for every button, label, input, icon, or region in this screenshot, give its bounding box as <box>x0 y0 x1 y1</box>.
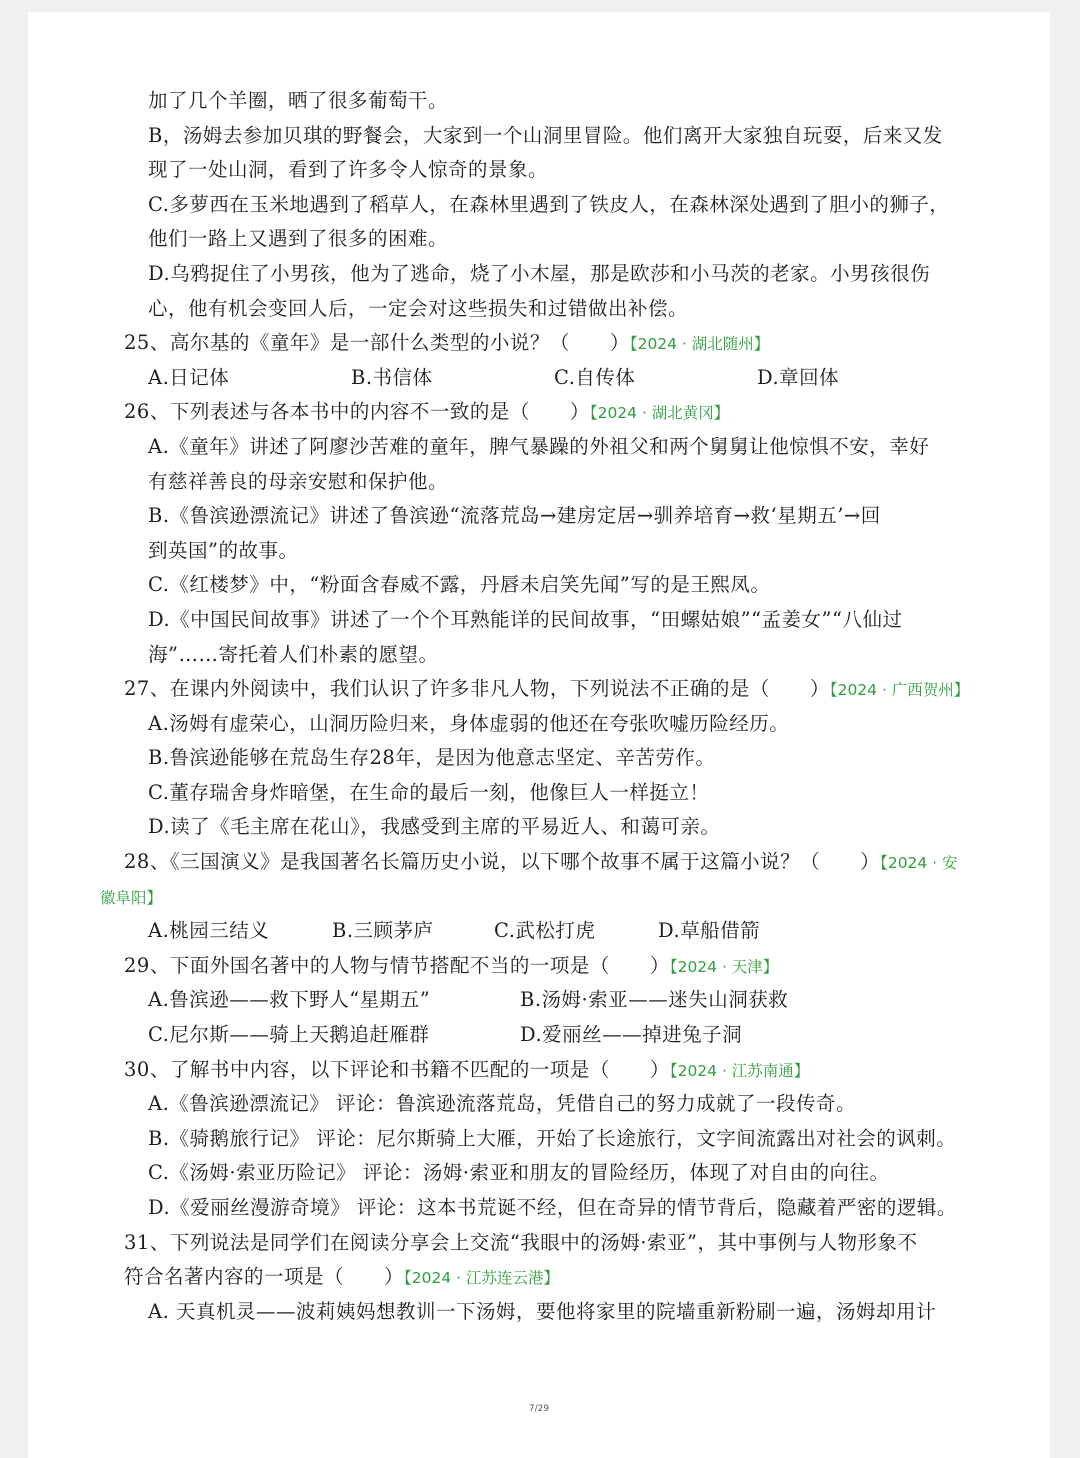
option-d-line2: 海”……寄托着人们朴素的愿望。 <box>148 642 439 666</box>
option-a: A. 天真机灵——波莉姨妈想教训一下汤姆，要他将家里的院墙重新粉刷一遍，汤姆却用计 <box>148 1299 936 1323</box>
question-text: 30、了解书中内容，以下评论和书籍不匹配的一项是（ ） <box>124 1057 670 1081</box>
text-line: C.多萝西在玉米地遇到了稻草人，在森林里遇到了铁皮人，在森林深处遇到了胆小的狮子， <box>148 192 950 216</box>
option-d-line1: D.《中国民间故事》讲述了一个个耳熟能详的民间故事，“田螺姑娘”“孟姜女”“八仙过 <box>148 607 903 631</box>
option-b: B.书信体 <box>351 365 433 389</box>
option-c: C.董存瑞舍身炸暗堡，在生命的最后一刻，他像巨人一样挺立！ <box>148 780 710 804</box>
question-26-stem <box>124 395 1024 430</box>
question-text: 符合名著内容的一项是（ ） <box>124 1265 405 1289</box>
source-tag: 【2024 · 天津】 <box>669 957 779 976</box>
option-b: B.鲁滨逊能够在荒岛生存28年，是因为他意志坚定、辛苦劳作。 <box>148 746 716 770</box>
question-28-stem <box>124 845 1024 880</box>
source-tag: 【2024 · 湖北黄冈】 <box>589 404 730 423</box>
option-a: A.《鲁滨逊漂流记》 评论：鲁滨逊流落荒岛，凭借自己的努力成就了一段传奇。 <box>148 1092 856 1116</box>
question-27-stem <box>124 672 1024 707</box>
option-a: A.日记体 <box>148 365 230 389</box>
question-text: 28、《三国演义》是我国著名长篇历史小说，以下哪个故事不属于这篇小说？（ ） <box>124 850 881 874</box>
source-tag: 【2024 · 江苏连云港】 <box>404 1269 559 1288</box>
question-28-options <box>124 914 1024 949</box>
option-a: A.汤姆有虚荣心，山洞历险归来，身体虚弱的他还在夸张吹嘘历险经历。 <box>148 711 790 735</box>
option-c: C.自传体 <box>554 365 636 389</box>
option-a-line2: 有慈祥善良的母亲安慰和保护他。 <box>148 469 449 493</box>
question-text: 27、在课内外阅读中，我们认识了许多非凡人物，下列说法不正确的是（ ） <box>124 677 830 701</box>
option-d: D.章回体 <box>757 365 840 389</box>
option-b: B.三顾茅庐 <box>332 919 434 943</box>
option-c: C.《红楼梦》中，“粉面含春威不露，丹唇未启笑先闻”写的是王熙凤。 <box>148 573 771 597</box>
question-31-stem-line2 <box>124 1260 1024 1295</box>
question-30-stem <box>124 1053 1024 1088</box>
source-tag: 【2024 · 湖北随州】 <box>629 335 770 354</box>
option-b: B.汤姆·索亚——迷失山洞获救 <box>520 988 789 1012</box>
question-31-stem-line1: 31、下列说法是同学们在阅读分享会上交流“我眼中的汤姆·索亚”，其中事例与人物形象不 <box>124 1230 918 1254</box>
option-a: A.鲁滨逊——救下野人“星期五” <box>148 988 431 1012</box>
option-c: C.武松打虎 <box>494 919 596 943</box>
text-line: 他们一路上又遇到了很多的困难。 <box>148 227 449 251</box>
text-line: D.乌鸦捉住了小男孩，他为了逃命，烧了小木屋，那是欧莎和小马茨的老家。小男孩很伤 <box>148 261 931 285</box>
question-content <box>100 84 1024 1329</box>
option-d: D.爱丽丝——掉进兔子洞 <box>520 1023 743 1047</box>
source-tag: 【2024 · 江苏南通】 <box>669 1061 810 1080</box>
question-text: 29、下面外国名著中的人物与情节搭配不当的一项是（ ） <box>124 953 670 977</box>
option-b-line2: 到英国”的故事。 <box>148 538 299 562</box>
option-a-line1: A.《童年》讲述了阿廖沙苦难的童年，脾气暴躁的外祖父和两个舅舅让他惊惧不安，幸好 <box>148 434 930 458</box>
option-d: D.草船借箭 <box>658 919 761 943</box>
text-line: 心，他有机会变回人后，一定会对这些损失和过错做出补偿。 <box>148 296 689 320</box>
page-number: 7/29 <box>528 1404 550 1414</box>
document-page <box>28 12 1050 1458</box>
question-28-tag-continued <box>100 880 1024 915</box>
question-29-options-row2 <box>124 1018 1024 1053</box>
question-text: 26、下列表述与各本书中的内容不一致的是（ ） <box>124 400 590 424</box>
option-b-line1: B.《鲁滨逊漂流记》讲述了鲁滨逊“流落荒岛→建房定居→驯养培育→救‘星期五’→回 <box>148 504 881 528</box>
text-line: 加了几个羊圈，晒了很多葡萄干。 <box>148 89 449 112</box>
text-line: 现了一处山洞，看到了许多令人惊奇的景象。 <box>148 158 549 182</box>
text-line: B，汤姆去参加贝琪的野餐会，大家到一个山洞里冒险。他们离开大家独自玩耍，后来又发 <box>148 123 943 147</box>
question-29-stem <box>124 949 1024 984</box>
question-text: 25、高尔基的《童年》是一部什么类型的小说？（ ） <box>124 331 630 355</box>
question-29-options-row1 <box>124 983 1024 1018</box>
option-a: A.桃园三结义 <box>148 919 270 943</box>
option-b: B.《骑鹅旅行记》 评论：尼尔斯骑上大雁，开始了长途旅行，文字间流露出对社会的讽刺。 <box>148 1126 957 1150</box>
option-d: D.《爱丽丝漫游奇境》 评论：这本书荒诞不经，但在奇异的情节背后，隐藏着严密的逻辑。 <box>148 1196 957 1219</box>
source-tag: 徽阜阳】 <box>100 888 163 907</box>
option-c: C.尼尔斯——骑上天鹅追赶雁群 <box>148 1023 430 1047</box>
option-d: D.读了《毛主席在花山》，我感受到主席的平易近人、和蔼可亲。 <box>148 815 721 839</box>
question-25-stem <box>124 326 1024 361</box>
option-c: C.《汤姆·索亚历险记》 评论：汤姆·索亚和朋友的冒险经历，体现了对自由的向往。 <box>148 1161 890 1185</box>
question-25-options <box>124 361 1024 396</box>
source-tag: 【2024 · 广西贺州】 <box>829 681 970 700</box>
source-tag: 【2024 · 安 <box>880 854 958 873</box>
